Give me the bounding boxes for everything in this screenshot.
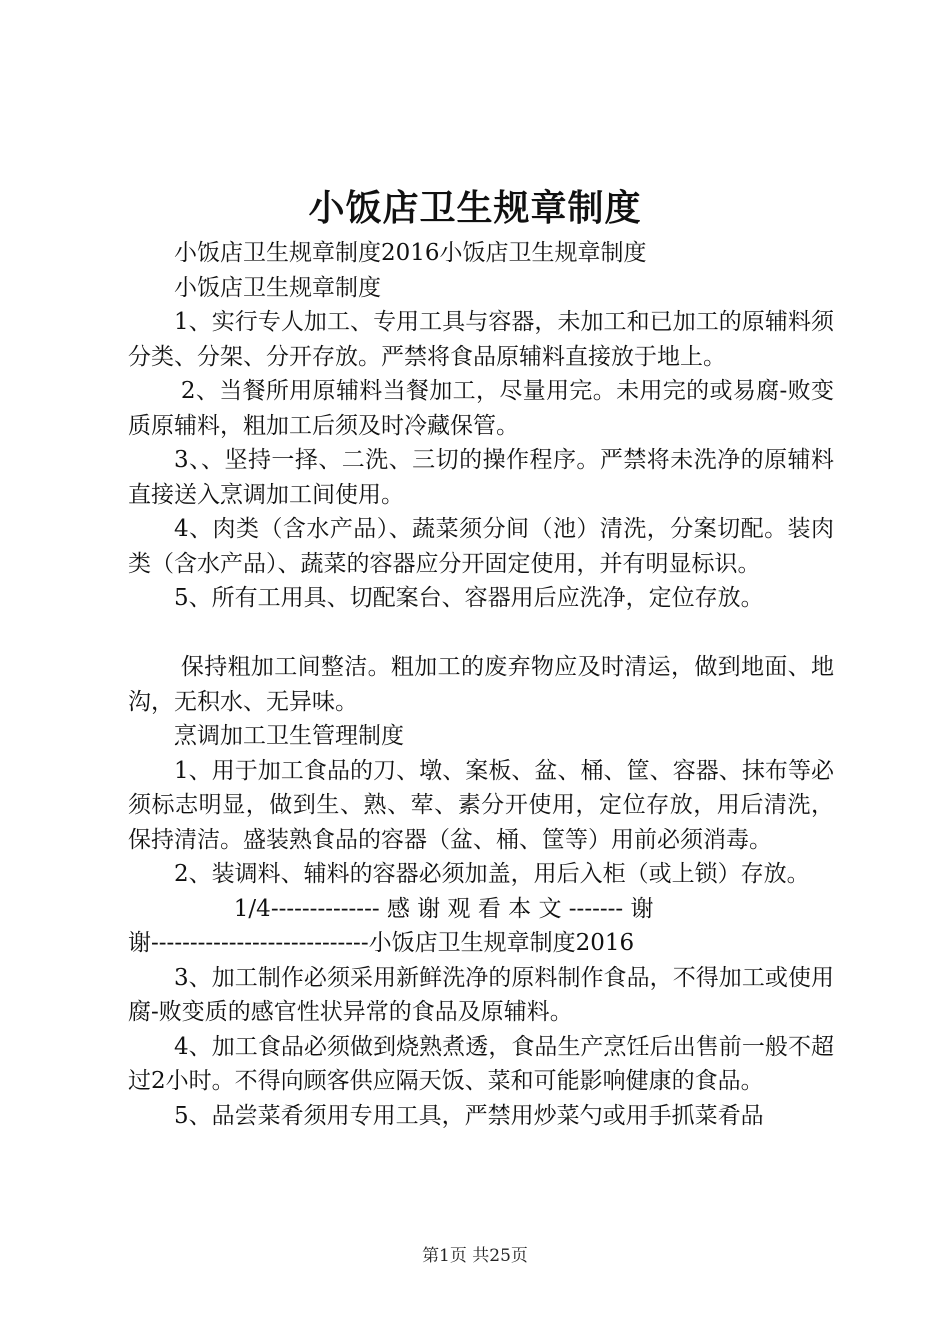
blank-line: [128, 616, 834, 651]
page-footer: 第1页 共25页: [422, 1246, 528, 1266]
document-body: [128, 236, 834, 1133]
paragraph-cooking-4: 4、加工食品必须做到烧熟煮透，食品生产烹饪后出售前一般不超过2小时。不得向顾客供应隔天饭、菜和可能影响健康的食品。: [128, 1033, 834, 1094]
paragraph-cooking-1: 1、用于加工食品的刀、墩、案板、盆、桶、筐、容器、抹布等必须标志明显，做到生、熟、荤、素分开使用，定位存放，用后清洗，保持清洁。盛装熟食品的容器（盆、桶、筐等）用前必须消毒。: [128, 757, 834, 853]
page-divider-line-1: 1/4-------------- 感 谢 观 看 本 文 ------- 谢: [233, 895, 654, 922]
section-heading-rules: 小饭店卫生规章制度: [174, 274, 381, 301]
paragraph-cooking-2: 2、装调料、辅料的容器必须加盖，用后入柜（或上锁）存放。: [174, 861, 810, 887]
paragraph-rule-3: 3、、坚持一择、二洗、三切的操作程序。严禁将未洗净的原辅料直接送入烹调加工间使用。: [128, 447, 834, 508]
paragraph-rule-5: 5、所有工用具、切配案台、容器用后应洗净，定位存放。: [174, 585, 764, 611]
page-divider-line-2: 谢----------------------------小饭店卫生规章制度2016: [128, 930, 635, 956]
paragraph-rule-2: 2、当餐所用原辅料当餐加工，尽量用完。未用完的或易腐-败变质原辅料，粗加工后须及时冷藏保管。: [128, 378, 834, 439]
section-heading-cooking: 烹调加工卫生管理制度: [174, 723, 404, 749]
paragraph-cleanliness: 保持粗加工间整洁。粗加工的废弃物应及时清运，做到地面、地沟，无积水、无异味。: [128, 654, 834, 715]
paragraph-rule-1: 1、实行专人加工、专用工具与容器，未加工和已加工的原辅料须分类、分架、分开存放。严禁将食品原辅料直接放于地上。: [128, 309, 834, 370]
paragraph-intro: 小饭店卫生规章制度2016小饭店卫生规章制度: [174, 240, 647, 266]
document-title: 小饭店卫生规章制度: [308, 187, 642, 229]
paragraph-cooking-3: 3、加工制作必须采用新鲜洗净的原料制作食品，不得加工或使用腐-败变质的感官性状异常的食品及原辅料。: [128, 964, 834, 1025]
paragraph-rule-4: 4、肉类（含水产品）、蔬菜须分间（池）清洗，分案切配。装肉类（含水产品）、蔬菜的容器应分开固定使用，并有明显标识。: [128, 516, 834, 577]
paragraph-cooking-5: 5、品尝菜肴须用专用工具，严禁用炒菜勺或用手抓菜肴品: [174, 1102, 764, 1129]
